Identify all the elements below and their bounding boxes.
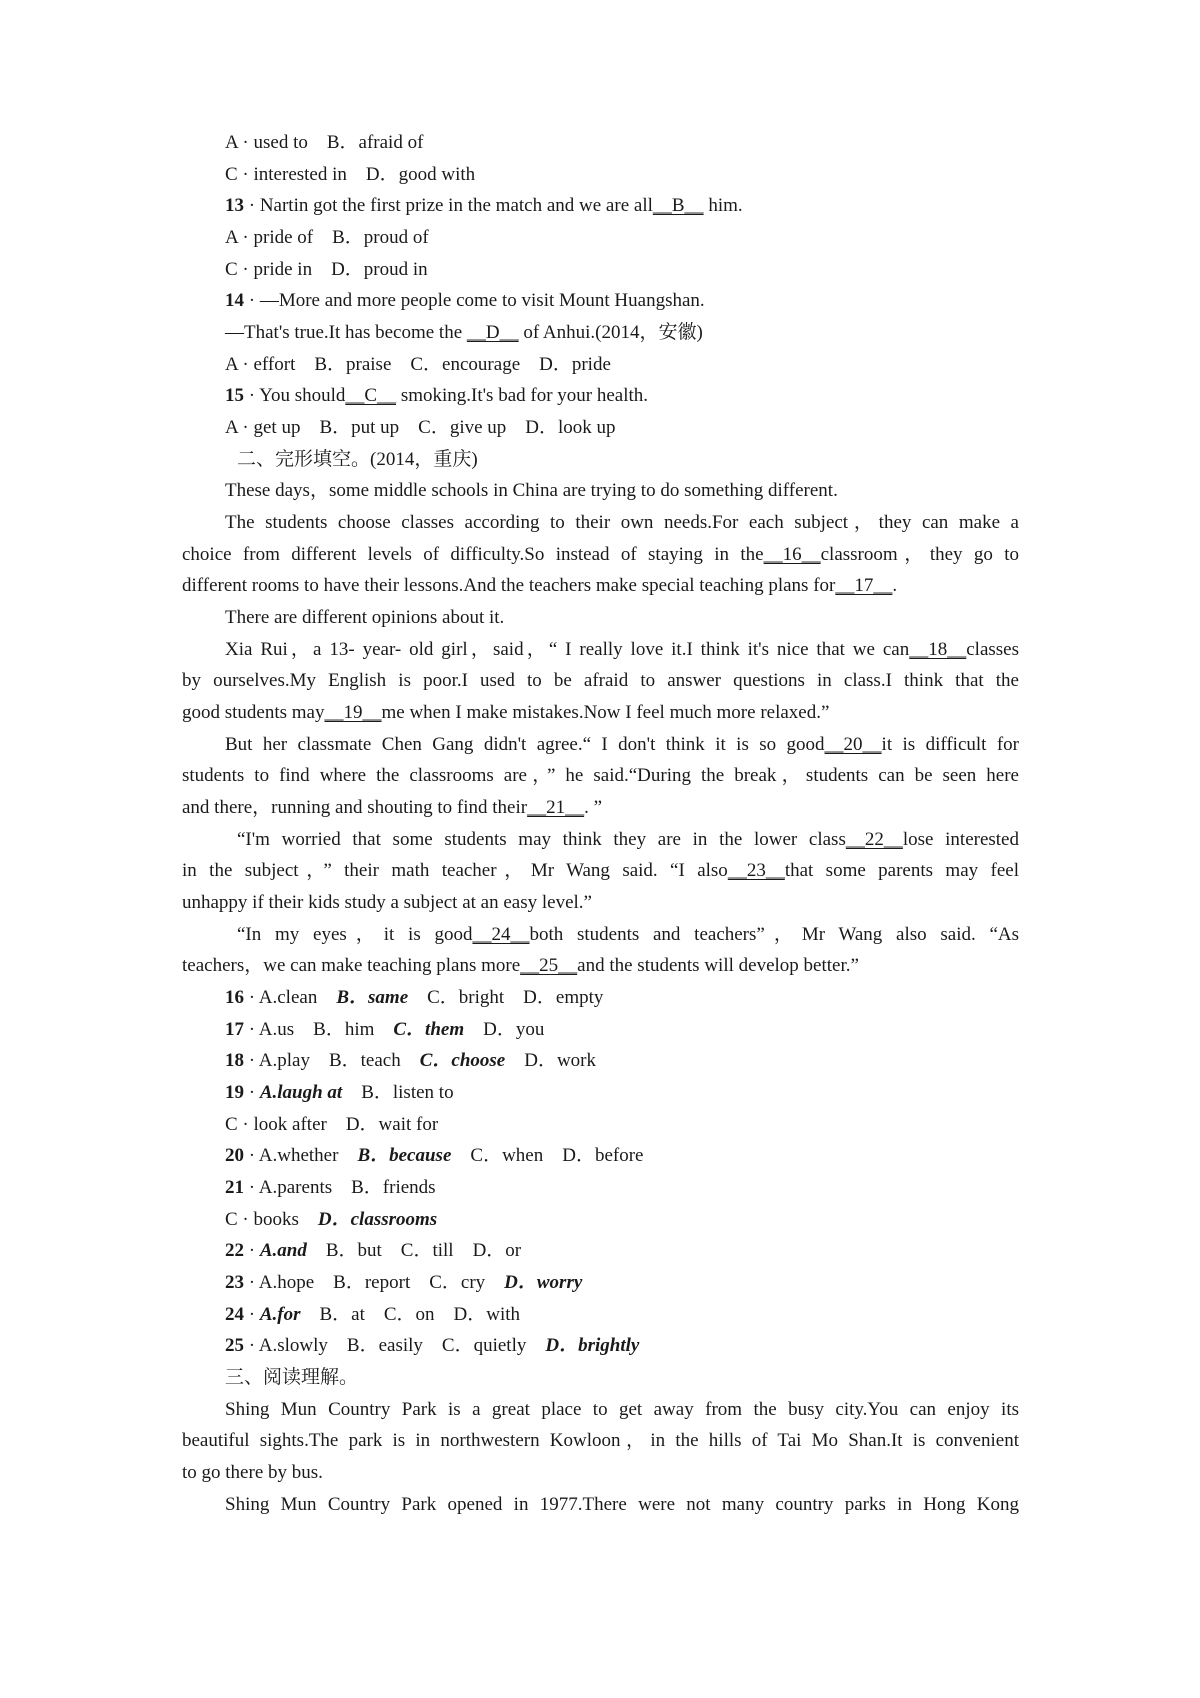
line-text: that some parents may feel — [784, 860, 1019, 881]
question-number: 21 — [225, 1177, 244, 1198]
line-text: B．at C．on D．with — [300, 1304, 521, 1325]
line-text: C · pride in D．proud in — [225, 259, 428, 280]
line-text: good students may — [182, 702, 325, 723]
line-text: · A.clean — [244, 987, 337, 1008]
line-text: by ourselves.My English is poor.I used to be afraid to answer questions in class.I think that the — [182, 670, 1019, 691]
question-number: 16 — [225, 987, 244, 1008]
line-text: · A.whether — [244, 1145, 358, 1166]
line-text: The students choose classes according to their own needs.For each subject，they can make a — [225, 512, 1019, 533]
line-text: different rooms to have their lessons.And the teachers make special teaching plans for — [182, 575, 836, 596]
q15-options — [225, 415, 616, 441]
line-text: Shing Mun Country Park is a great place to get away from the busy city.You can enjoy its — [225, 1399, 1019, 1420]
q12-options-cd — [225, 162, 475, 188]
line-text: beautiful sights.The park is in northwestern Kowloon，in the hills of Tai Mo Shan.It is convenient — [182, 1430, 1019, 1451]
q13-options-ab — [225, 225, 429, 251]
line-text: C．bright D．empty — [408, 987, 604, 1008]
question-number: 15 — [225, 385, 244, 406]
question-number: 14 — [225, 290, 244, 311]
line-text: C · look after D．wait for — [225, 1114, 439, 1135]
line-text: classroom，they go to — [820, 544, 1020, 565]
line-text: · A.hope B．report C．cry — [244, 1272, 505, 1293]
passage1-line — [182, 668, 1019, 694]
answer-blank: __17__ — [835, 575, 893, 596]
correct-answer: B．because — [357, 1145, 452, 1166]
answer-blank: __C__ — [345, 385, 397, 406]
q21-options-cd — [225, 1207, 437, 1233]
section-3-heading — [225, 1365, 358, 1391]
line-text: “In my eyes，it is good — [237, 924, 473, 945]
line-text: 三、阅读理解。 — [225, 1367, 359, 1388]
correct-answer: A.laugh at — [259, 1082, 343, 1103]
correct-answer: C．them — [393, 1019, 465, 1040]
line-text: B．listen to — [342, 1082, 454, 1103]
passage1-line — [182, 858, 1019, 884]
q16-options — [225, 985, 603, 1011]
line-text: and the students will develop better.” — [577, 955, 859, 976]
correct-answer: D．worry — [504, 1272, 583, 1293]
line-text: of Anhui.(2014，安徽) — [518, 322, 703, 343]
answer-blank: __21__ — [527, 797, 585, 818]
line-text: · Nartin got the first prize in the match and we are all — [244, 195, 653, 216]
question-number: 24 — [225, 1304, 244, 1325]
q15-stem — [225, 383, 648, 409]
passage2-line — [225, 1397, 1019, 1423]
q19-options-ab — [225, 1080, 454, 1106]
q20-options — [225, 1143, 643, 1169]
line-text: classes — [966, 639, 1019, 660]
line-text: Xia Rui，a 13- year- old girl，said，“ I really love it.I think it's nice that we can — [225, 639, 910, 660]
line-text: · A.play B．teach — [244, 1050, 420, 1071]
q23-options — [225, 1270, 582, 1296]
passage1-line — [225, 637, 1019, 663]
line-text: · A.us B．him — [244, 1019, 394, 1040]
answer-blank: __D__ — [466, 322, 519, 343]
question-number: 19 — [225, 1082, 244, 1103]
section-2-heading — [237, 447, 478, 473]
line-text: Shing Mun Country Park opened in 1977.There were not many country parks in Hong Kong — [225, 1494, 1019, 1515]
line-text: unhappy if their kids study a subject at an easy level.” — [182, 892, 592, 913]
passage1-line — [182, 890, 592, 916]
line-text: students to find where the classrooms are，” he said.“During the break，students can be seen here — [182, 765, 1019, 786]
line-text: · — [244, 1304, 260, 1325]
answer-blank: __20__ — [824, 734, 882, 755]
line-text: These days，some middle schools in China are trying to do something different. — [225, 480, 838, 501]
line-text: C · books — [225, 1209, 318, 1230]
line-text: A · used to B．afraid of — [225, 132, 424, 153]
passage2-line — [182, 1428, 1019, 1454]
line-text: choice from different levels of difficulty.So instead of staying in the — [182, 544, 764, 565]
answer-blank: __19__ — [324, 702, 382, 723]
line-text: smoking.It's bad for your health. — [396, 385, 649, 406]
line-text: D．you — [464, 1019, 545, 1040]
correct-answer: D．brightly — [545, 1335, 640, 1356]
line-text: But her classmate Chen Gang didn't agree.“ I don't think it is so good — [225, 734, 825, 755]
q12-options-ab — [225, 130, 423, 156]
correct-answer: A.for — [259, 1304, 301, 1325]
q14-stem — [225, 288, 705, 314]
q25-options — [225, 1333, 639, 1359]
passage1-line — [182, 573, 897, 599]
q17-options — [225, 1017, 544, 1043]
question-number: 13 — [225, 195, 244, 216]
passage2-line — [225, 1492, 1019, 1518]
correct-answer: C．choose — [419, 1050, 506, 1071]
line-text: D．work — [505, 1050, 597, 1071]
line-text: · — [244, 1240, 260, 1261]
answer-blank: __23__ — [727, 860, 785, 881]
line-text: · — [244, 1082, 260, 1103]
q13-stem — [225, 193, 743, 219]
q22-options — [225, 1238, 521, 1264]
question-number: 22 — [225, 1240, 244, 1261]
q13-options-cd — [225, 257, 428, 283]
passage1-line — [225, 478, 838, 504]
line-text: . — [892, 575, 898, 596]
answer-blank: __B__ — [652, 195, 704, 216]
correct-answer: A.and — [259, 1240, 307, 1261]
passage1-line — [237, 827, 1019, 853]
passage1-line — [225, 605, 504, 631]
line-text: to go there by bus. — [182, 1462, 323, 1483]
passage1-line — [182, 795, 602, 821]
q19-options-cd — [225, 1112, 438, 1138]
q14-options — [225, 352, 611, 378]
line-text: and there，running and shouting to find their — [182, 797, 528, 818]
answer-blank: __25__ — [520, 955, 578, 976]
correct-answer: B．same — [336, 987, 409, 1008]
line-text: teachers，we can make teaching plans more — [182, 955, 521, 976]
question-number: 23 — [225, 1272, 244, 1293]
line-text: B．but C．till D．or — [306, 1240, 522, 1261]
line-text: both students and teachers”，Mr Wang also said. “As — [529, 924, 1020, 945]
answer-blank: __18__ — [909, 639, 967, 660]
line-text: him. — [703, 195, 743, 216]
question-number: 17 — [225, 1019, 244, 1040]
answer-blank: __16__ — [763, 544, 821, 565]
line-text: · You should — [244, 385, 346, 406]
line-text: A · effort B．praise C．encourage D．pride — [225, 354, 611, 375]
passage1-line — [237, 922, 1019, 948]
line-text: There are different opinions about it. — [225, 607, 505, 628]
line-text: A · pride of B．proud of — [225, 227, 429, 248]
line-text: in the subject，” their math teacher，Mr Wang said. “I also — [182, 860, 728, 881]
answer-blank: __22__ — [845, 829, 903, 850]
line-text: —That's true.It has become the — [225, 322, 467, 343]
q24-options — [225, 1302, 520, 1328]
passage1-line — [182, 700, 829, 726]
passage1-line — [225, 732, 1019, 758]
line-text: . ” — [584, 797, 603, 818]
question-number: 20 — [225, 1145, 244, 1166]
line-text: · A.slowly B．easily C．quietly — [244, 1335, 546, 1356]
question-number: 18 — [225, 1050, 244, 1071]
answer-blank: __24__ — [472, 924, 530, 945]
line-text: A · get up B．put up C．give up D．look up — [225, 417, 616, 438]
q14-reply — [225, 320, 703, 346]
q18-options — [225, 1048, 596, 1074]
passage1-line — [182, 953, 859, 979]
line-text: me when I make mistakes.Now I feel much more relaxed.” — [381, 702, 830, 723]
line-text: · —More and more people come to visit Mount Huangshan. — [244, 290, 705, 311]
passage2-line — [182, 1460, 323, 1486]
line-text: C · interested in D．good with — [225, 164, 476, 185]
passage1-line — [182, 542, 1019, 568]
line-text: lose interested — [902, 829, 1019, 850]
passage1-line — [225, 510, 1019, 536]
line-text: · A.parents B．friends — [244, 1177, 436, 1198]
q21-options-ab — [225, 1175, 436, 1201]
line-text: 二、完形填空。(2014，重庆) — [237, 449, 478, 470]
line-text: it is difficult for — [881, 734, 1019, 755]
passage1-line — [182, 763, 1019, 789]
line-text: C．when D．before — [451, 1145, 644, 1166]
line-text: “I'm worried that some students may think they are in the lower class — [237, 829, 846, 850]
correct-answer: D．classrooms — [317, 1209, 438, 1230]
question-number: 25 — [225, 1335, 244, 1356]
